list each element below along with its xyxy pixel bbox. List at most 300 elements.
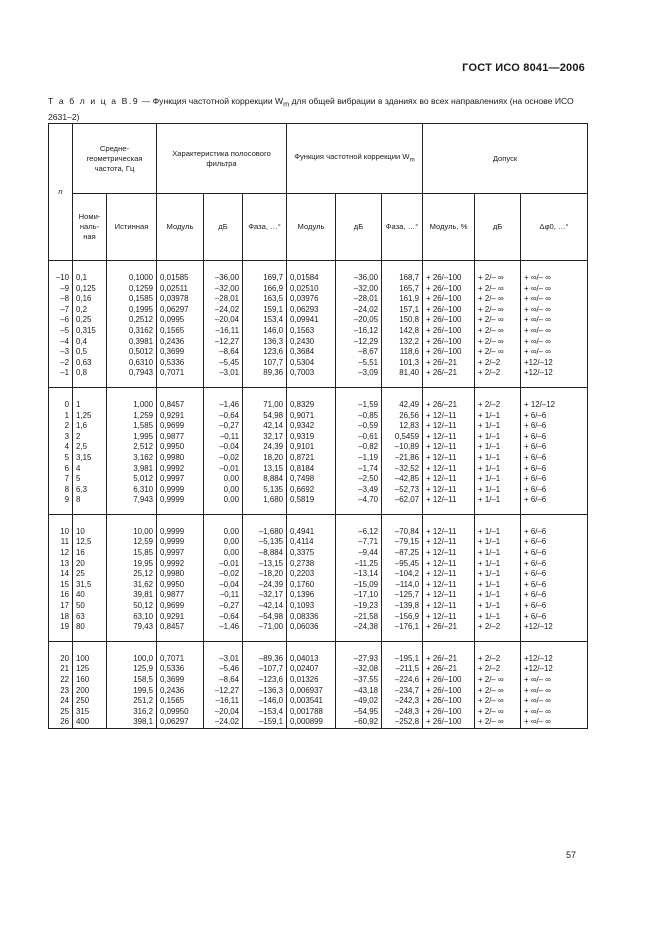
cell-n: 18 bbox=[49, 612, 73, 623]
cell-tol-phase: + 6/–6 bbox=[521, 569, 588, 580]
cell-true: 63,10 bbox=[107, 612, 157, 623]
cell-n: 13 bbox=[49, 559, 73, 570]
cell-tol-phase: + ∞/– ∞ bbox=[521, 675, 588, 686]
cell-tol-db: + 1/–1 bbox=[475, 612, 521, 623]
cell-tol-modulus: + 26/–21 bbox=[423, 387, 475, 410]
cell-tol-db: + 2/– ∞ bbox=[475, 675, 521, 686]
cell-n: –2 bbox=[49, 358, 73, 369]
cell-n: 6 bbox=[49, 464, 73, 475]
table-row bbox=[49, 612, 588, 623]
cell-w-modulus: 0,1396 bbox=[287, 590, 336, 601]
cell-modulus: 0,1565 bbox=[157, 696, 204, 707]
cell-tol-phase: + 6/–6 bbox=[521, 474, 588, 485]
cell-w-modulus: 0,9319 bbox=[287, 432, 336, 443]
cell-phase: –8,884 bbox=[243, 548, 287, 559]
cell-nominal: 1,6 bbox=[73, 421, 107, 432]
cell-tol-phase: + 6/–6 bbox=[521, 612, 588, 623]
cell-w-db: –15,09 bbox=[336, 580, 382, 591]
cell-nominal: 16 bbox=[73, 548, 107, 559]
cell-db: –8,64 bbox=[204, 347, 243, 358]
cell-tol-db: + 1/–1 bbox=[475, 548, 521, 559]
cell-w-modulus: 0,8721 bbox=[287, 453, 336, 464]
cell-tol-phase: + ∞/– ∞ bbox=[521, 284, 588, 295]
cell-nominal: 10 bbox=[73, 514, 107, 537]
cell-w-modulus: 0,9071 bbox=[287, 411, 336, 422]
cell-nominal: 25 bbox=[73, 569, 107, 580]
cell-tol-db: + 1/–1 bbox=[475, 590, 521, 601]
cell-tol-db: + 1/–1 bbox=[475, 569, 521, 580]
cell-w-modulus: 0,003541 bbox=[287, 696, 336, 707]
cell-w-phase: –234,7 bbox=[382, 686, 423, 697]
cell-w-phase: 168,7 bbox=[382, 261, 423, 284]
table-row bbox=[49, 411, 588, 422]
cell-w-modulus: 0,04013 bbox=[287, 641, 336, 664]
cell-n: 20 bbox=[49, 641, 73, 664]
cell-tol-db: + 2/–2 bbox=[475, 368, 521, 387]
cell-true: 199,5 bbox=[107, 686, 157, 697]
cell-w-modulus: 0,06293 bbox=[287, 305, 336, 316]
cell-true: 0,1585 bbox=[107, 294, 157, 305]
cell-w-db: –43,18 bbox=[336, 686, 382, 697]
cell-db: –32,00 bbox=[204, 284, 243, 295]
cell-modulus: 0,9699 bbox=[157, 421, 204, 432]
cell-nominal: 20 bbox=[73, 559, 107, 570]
cell-modulus: 0,9999 bbox=[157, 495, 204, 514]
cell-w-db: –1,74 bbox=[336, 464, 382, 475]
cell-tol-modulus: + 12/–11 bbox=[423, 411, 475, 422]
cell-true: 0,3981 bbox=[107, 337, 157, 348]
cell-w-db: –12,29 bbox=[336, 337, 382, 348]
table-row bbox=[49, 580, 588, 591]
cell-w-db: –5,51 bbox=[336, 358, 382, 369]
cell-tol-modulus: + 26/–100 bbox=[423, 284, 475, 295]
cell-modulus: 0,9291 bbox=[157, 612, 204, 623]
cell-true: 0,7943 bbox=[107, 368, 157, 387]
cell-tol-db: + 1/–1 bbox=[475, 453, 521, 464]
cell-tol-phase: + ∞/– ∞ bbox=[521, 707, 588, 718]
cell-modulus: 0,01585 bbox=[157, 261, 204, 284]
cell-nominal: 0,4 bbox=[73, 337, 107, 348]
cell-w-modulus: 0,1760 bbox=[287, 580, 336, 591]
cell-phase: –123,6 bbox=[243, 675, 287, 686]
cell-phase: –5,135 bbox=[243, 537, 287, 548]
cell-true: 15,85 bbox=[107, 548, 157, 559]
cell-nominal: 250 bbox=[73, 696, 107, 707]
cell-true: 2,512 bbox=[107, 442, 157, 453]
cell-tol-phase: + ∞/– ∞ bbox=[521, 337, 588, 348]
cell-tol-modulus: + 12/–11 bbox=[423, 442, 475, 453]
cell-tol-phase: + ∞/– ∞ bbox=[521, 686, 588, 697]
cell-db: –0,64 bbox=[204, 411, 243, 422]
cell-w-phase: –10,89 bbox=[382, 442, 423, 453]
cell-n: 7 bbox=[49, 474, 73, 485]
cell-nominal: 4 bbox=[73, 464, 107, 475]
cell-w-modulus: 0,02407 bbox=[287, 664, 336, 675]
cell-tol-modulus: + 26/–100 bbox=[423, 675, 475, 686]
cell-w-db: –2,50 bbox=[336, 474, 382, 485]
cell-w-db: –13,14 bbox=[336, 569, 382, 580]
cell-tol-db: + 2/– ∞ bbox=[475, 337, 521, 348]
cell-w-db: –27,93 bbox=[336, 641, 382, 664]
cell-db: –24,02 bbox=[204, 717, 243, 728]
header-tolerance: Допуск bbox=[423, 124, 588, 194]
table-caption bbox=[48, 95, 588, 123]
cell-w-db: –16,12 bbox=[336, 326, 382, 337]
cell-modulus: 0,9999 bbox=[157, 485, 204, 496]
cell-w-db: –1,19 bbox=[336, 453, 382, 464]
cell-tol-phase: + 6/–6 bbox=[521, 590, 588, 601]
cell-db: –0,04 bbox=[204, 442, 243, 453]
cell-n: –8 bbox=[49, 294, 73, 305]
cell-true: 0,5012 bbox=[107, 347, 157, 358]
cell-true: 398,1 bbox=[107, 717, 157, 728]
cell-true: 19,95 bbox=[107, 559, 157, 570]
table-row bbox=[49, 358, 588, 369]
cell-w-db: –0,61 bbox=[336, 432, 382, 443]
cell-n: –7 bbox=[49, 305, 73, 316]
cell-w-phase: 142,8 bbox=[382, 326, 423, 337]
cell-true: 3,981 bbox=[107, 464, 157, 475]
cell-tol-db: + 1/–1 bbox=[475, 514, 521, 537]
cell-true: 0,1000 bbox=[107, 261, 157, 284]
table-row bbox=[49, 641, 588, 664]
cell-phase: 24,39 bbox=[243, 442, 287, 453]
cell-modulus: 0,9997 bbox=[157, 548, 204, 559]
cell-nominal: 200 bbox=[73, 686, 107, 697]
cell-nominal: 160 bbox=[73, 675, 107, 686]
cell-true: 0,1995 bbox=[107, 305, 157, 316]
cell-n: 16 bbox=[49, 590, 73, 601]
cell-modulus: 0,8457 bbox=[157, 622, 204, 641]
cell-tol-db: + 2/– ∞ bbox=[475, 717, 521, 728]
table-row bbox=[49, 569, 588, 580]
table-row bbox=[49, 368, 588, 387]
cell-nominal: 1 bbox=[73, 387, 107, 410]
cell-tol-modulus: + 12/–11 bbox=[423, 601, 475, 612]
cell-nominal: 40 bbox=[73, 590, 107, 601]
cell-w-phase: –242,3 bbox=[382, 696, 423, 707]
cell-tol-db: + 1/–1 bbox=[475, 580, 521, 591]
cell-db: –16,11 bbox=[204, 326, 243, 337]
cell-tol-modulus: + 26/–21 bbox=[423, 641, 475, 664]
cell-w-modulus: 0,1093 bbox=[287, 601, 336, 612]
cell-tol-db: + 2/–2 bbox=[475, 358, 521, 369]
cell-tol-db: + 1/–1 bbox=[475, 495, 521, 514]
cell-true: 10,00 bbox=[107, 514, 157, 537]
cell-phase: 89,36 bbox=[243, 368, 287, 387]
table-row bbox=[49, 421, 588, 432]
caption-label: Т а б л и ц а В.9 bbox=[48, 96, 140, 106]
cell-tol-db: + 2/– ∞ bbox=[475, 315, 521, 326]
cell-tol-phase: + 6/–6 bbox=[521, 485, 588, 496]
cell-modulus: 0,9980 bbox=[157, 453, 204, 464]
cell-w-phase: –87,25 bbox=[382, 548, 423, 559]
cell-w-phase: –125,7 bbox=[382, 590, 423, 601]
cell-tol-phase: + 6/–6 bbox=[521, 464, 588, 475]
cell-tol-modulus: + 26/–100 bbox=[423, 347, 475, 358]
cell-modulus: 0,3699 bbox=[157, 675, 204, 686]
cell-phase: –32,17 bbox=[243, 590, 287, 601]
cell-phase: 107,7 bbox=[243, 358, 287, 369]
table-body bbox=[49, 261, 588, 729]
cell-tol-modulus: + 12/–11 bbox=[423, 464, 475, 475]
caption-rest: для общей вибрации в зданиях во всех направлениях (на основе ИСО 2631–2) bbox=[48, 96, 574, 122]
cell-db: 0,00 bbox=[204, 537, 243, 548]
cell-true: 3,162 bbox=[107, 453, 157, 464]
header-phase-2: Фаза, …° bbox=[382, 194, 423, 261]
cell-phase: 169,7 bbox=[243, 261, 287, 284]
cell-phase: –1,680 bbox=[243, 514, 287, 537]
page-number: 57 bbox=[565, 850, 576, 860]
table-row bbox=[49, 664, 588, 675]
cell-db: –0,01 bbox=[204, 464, 243, 475]
cell-w-modulus: 0,01584 bbox=[287, 261, 336, 284]
cell-w-phase: 118,6 bbox=[382, 347, 423, 358]
table-row bbox=[49, 294, 588, 305]
cell-tol-db: + 1/–1 bbox=[475, 432, 521, 443]
cell-w-phase: 26,56 bbox=[382, 411, 423, 422]
cell-tol-modulus: + 26/–100 bbox=[423, 707, 475, 718]
cell-true: 12,59 bbox=[107, 537, 157, 548]
cell-tol-modulus: + 26/–100 bbox=[423, 717, 475, 728]
cell-tol-phase: + 6/–6 bbox=[521, 537, 588, 548]
cell-n: 8 bbox=[49, 485, 73, 496]
cell-tol-db: + 1/–1 bbox=[475, 474, 521, 485]
cell-w-modulus: 0,06036 bbox=[287, 622, 336, 641]
header-true-frequency: Истинная bbox=[107, 194, 157, 261]
cell-tol-modulus: + 26/–100 bbox=[423, 686, 475, 697]
cell-nominal: 100 bbox=[73, 641, 107, 664]
cell-phase: –24,39 bbox=[243, 580, 287, 591]
cell-nominal: 0,2 bbox=[73, 305, 107, 316]
cell-w-phase: 101,3 bbox=[382, 358, 423, 369]
cell-db: –8,64 bbox=[204, 675, 243, 686]
cell-w-phase: –114,0 bbox=[382, 580, 423, 591]
cell-modulus: 0,9950 bbox=[157, 580, 204, 591]
table-row bbox=[49, 590, 588, 601]
cell-tol-modulus: + 26/–21 bbox=[423, 622, 475, 641]
cell-modulus: 0,9999 bbox=[157, 537, 204, 548]
cell-w-db: –3,49 bbox=[336, 485, 382, 496]
cell-db: 0,00 bbox=[204, 548, 243, 559]
cell-tol-phase: + ∞/– ∞ bbox=[521, 717, 588, 728]
cell-tol-phase: +12/–12 bbox=[521, 358, 588, 369]
cell-tol-phase: + 12/–12 bbox=[521, 387, 588, 410]
table-row bbox=[49, 464, 588, 475]
cell-db: –3,01 bbox=[204, 641, 243, 664]
header-db-2: дБ bbox=[336, 194, 382, 261]
cell-phase: –71,00 bbox=[243, 622, 287, 641]
cell-tol-modulus: + 12/–11 bbox=[423, 514, 475, 537]
cell-nominal: 0,63 bbox=[73, 358, 107, 369]
table-row bbox=[49, 548, 588, 559]
cell-n: 3 bbox=[49, 432, 73, 443]
cell-tol-modulus: + 26/–100 bbox=[423, 326, 475, 337]
cell-db: –20,04 bbox=[204, 707, 243, 718]
cell-modulus: 0,7071 bbox=[157, 641, 204, 664]
cell-modulus: 0,7071 bbox=[157, 368, 204, 387]
cell-n: 19 bbox=[49, 622, 73, 641]
cell-db: –5,45 bbox=[204, 358, 243, 369]
cell-tol-modulus: + 26/–21 bbox=[423, 368, 475, 387]
cell-w-phase: –62,07 bbox=[382, 495, 423, 514]
cell-modulus: 0,2436 bbox=[157, 686, 204, 697]
cell-tol-phase: + ∞/– ∞ bbox=[521, 326, 588, 337]
cell-w-modulus: 0,6692 bbox=[287, 485, 336, 496]
cell-n: 11 bbox=[49, 537, 73, 548]
cell-tol-modulus: + 26/–100 bbox=[423, 696, 475, 707]
cell-tol-modulus: + 12/–11 bbox=[423, 559, 475, 570]
cell-tol-db: + 2/–2 bbox=[475, 664, 521, 675]
cell-w-phase: 157,1 bbox=[382, 305, 423, 316]
cell-nominal: 3,15 bbox=[73, 453, 107, 464]
cell-n: 4 bbox=[49, 442, 73, 453]
cell-db: –0,11 bbox=[204, 432, 243, 443]
cell-phase: 163,5 bbox=[243, 294, 287, 305]
cell-db: –12,27 bbox=[204, 337, 243, 348]
cell-true: 31,62 bbox=[107, 580, 157, 591]
table-row bbox=[49, 453, 588, 464]
cell-true: 100,0 bbox=[107, 641, 157, 664]
cell-tol-db: + 2/– ∞ bbox=[475, 261, 521, 284]
cell-w-db: –21,58 bbox=[336, 612, 382, 623]
table-row bbox=[49, 305, 588, 316]
cell-w-modulus: 0,5819 bbox=[287, 495, 336, 514]
cell-tol-db: + 1/–1 bbox=[475, 411, 521, 422]
cell-true: 5,012 bbox=[107, 474, 157, 485]
cell-db: –12,27 bbox=[204, 686, 243, 697]
table-row bbox=[49, 337, 588, 348]
cell-tol-db: + 2/– ∞ bbox=[475, 707, 521, 718]
cell-w-modulus: 0,01326 bbox=[287, 675, 336, 686]
cell-db: 0,00 bbox=[204, 485, 243, 496]
cell-tol-phase: +12/–12 bbox=[521, 641, 588, 664]
cell-w-db: –28,01 bbox=[336, 294, 382, 305]
cell-n: –6 bbox=[49, 315, 73, 326]
cell-tol-db: + 1/–1 bbox=[475, 559, 521, 570]
cell-tol-phase: + 6/–6 bbox=[521, 548, 588, 559]
cell-w-db: –24,02 bbox=[336, 305, 382, 316]
cell-db: –0,11 bbox=[204, 590, 243, 601]
cell-modulus: 0,09950 bbox=[157, 707, 204, 718]
cell-phase: 71,00 bbox=[243, 387, 287, 410]
cell-true: 79,43 bbox=[107, 622, 157, 641]
cell-w-modulus: 0,1563 bbox=[287, 326, 336, 337]
cell-tol-modulus: + 12/–11 bbox=[423, 421, 475, 432]
cell-w-phase: 161,9 bbox=[382, 294, 423, 305]
cell-phase: 153,4 bbox=[243, 315, 287, 326]
cell-true: 50,12 bbox=[107, 601, 157, 612]
cell-w-modulus: 0,5304 bbox=[287, 358, 336, 369]
cell-w-phase: –79,15 bbox=[382, 537, 423, 548]
cell-nominal: 5 bbox=[73, 474, 107, 485]
cell-w-modulus: 0,02510 bbox=[287, 284, 336, 295]
cell-nominal: 400 bbox=[73, 717, 107, 728]
cell-phase: –54,98 bbox=[243, 612, 287, 623]
cell-tol-phase: + 6/–6 bbox=[521, 411, 588, 422]
cell-db: –0,64 bbox=[204, 612, 243, 623]
cell-tol-modulus: + 12/–11 bbox=[423, 569, 475, 580]
cell-n: 9 bbox=[49, 495, 73, 514]
cell-tol-phase: +12/–12 bbox=[521, 622, 588, 641]
table-row bbox=[49, 707, 588, 718]
cell-tol-phase: +12/–12 bbox=[521, 368, 588, 387]
cell-tol-modulus: + 26/–100 bbox=[423, 305, 475, 316]
table-row bbox=[49, 675, 588, 686]
cell-n: –9 bbox=[49, 284, 73, 295]
cell-modulus: 0,9992 bbox=[157, 559, 204, 570]
cell-phase: 5,135 bbox=[243, 485, 287, 496]
cell-tol-phase: + ∞/– ∞ bbox=[521, 315, 588, 326]
caption-subscript: m bbox=[283, 100, 290, 109]
table-row bbox=[49, 432, 588, 443]
cell-n: 0 bbox=[49, 387, 73, 410]
cell-w-db: –24,38 bbox=[336, 622, 382, 641]
cell-db: –28,01 bbox=[204, 294, 243, 305]
cell-n: –5 bbox=[49, 326, 73, 337]
cell-modulus: 0,9992 bbox=[157, 464, 204, 475]
cell-tol-phase: + ∞/– ∞ bbox=[521, 294, 588, 305]
header-tolerance-db: дБ bbox=[475, 194, 521, 261]
cell-w-phase: –252,8 bbox=[382, 717, 423, 728]
cell-phase: 1,680 bbox=[243, 495, 287, 514]
cell-w-db: –32,08 bbox=[336, 664, 382, 675]
cell-w-modulus: 0,4114 bbox=[287, 537, 336, 548]
cell-w-phase: –42,85 bbox=[382, 474, 423, 485]
cell-w-db: –7,71 bbox=[336, 537, 382, 548]
cell-w-modulus: 0,006937 bbox=[287, 686, 336, 697]
table-row bbox=[49, 387, 588, 410]
cell-modulus: 0,9699 bbox=[157, 601, 204, 612]
cell-db: –1,46 bbox=[204, 622, 243, 641]
cell-w-modulus: 0,09941 bbox=[287, 315, 336, 326]
cell-w-db: –54,95 bbox=[336, 707, 382, 718]
cell-tol-db: + 1/–1 bbox=[475, 421, 521, 432]
cell-modulus: 0,9877 bbox=[157, 432, 204, 443]
cell-w-modulus: 0,000899 bbox=[287, 717, 336, 728]
cell-nominal: 125 bbox=[73, 664, 107, 675]
cell-phase: 136,3 bbox=[243, 337, 287, 348]
cell-w-db: –20,05 bbox=[336, 315, 382, 326]
cell-tol-db: + 2/– ∞ bbox=[475, 686, 521, 697]
cell-phase: 166,9 bbox=[243, 284, 287, 295]
table-row bbox=[49, 514, 588, 537]
cell-w-phase: –32,52 bbox=[382, 464, 423, 475]
table-row bbox=[49, 601, 588, 612]
cell-tol-modulus: + 26/–21 bbox=[423, 664, 475, 675]
header-phase: Фаза, …° bbox=[243, 194, 287, 261]
header-n: n bbox=[49, 124, 73, 261]
cell-n: –1 bbox=[49, 368, 73, 387]
cell-tol-phase: + 6/–6 bbox=[521, 514, 588, 537]
cell-n: –3 bbox=[49, 347, 73, 358]
cell-tol-phase: + 6/–6 bbox=[521, 421, 588, 432]
header-modulus-2: Модуль bbox=[287, 194, 336, 261]
cell-phase: –136,3 bbox=[243, 686, 287, 697]
cell-nominal: 0,25 bbox=[73, 315, 107, 326]
cell-w-phase: –95,45 bbox=[382, 559, 423, 570]
header-tolerance-phase: Δφ0, …° bbox=[521, 194, 588, 261]
cell-w-modulus: 0,001788 bbox=[287, 707, 336, 718]
cell-n: –4 bbox=[49, 337, 73, 348]
cell-tol-phase: + 6/–6 bbox=[521, 559, 588, 570]
cell-n: 5 bbox=[49, 453, 73, 464]
cell-tol-db: + 2/– ∞ bbox=[475, 347, 521, 358]
cell-w-modulus: 0,3375 bbox=[287, 548, 336, 559]
cell-db: 0,00 bbox=[204, 514, 243, 537]
cell-true: 1,585 bbox=[107, 421, 157, 432]
caption-text: — Функция частотной коррекции W bbox=[139, 96, 284, 106]
